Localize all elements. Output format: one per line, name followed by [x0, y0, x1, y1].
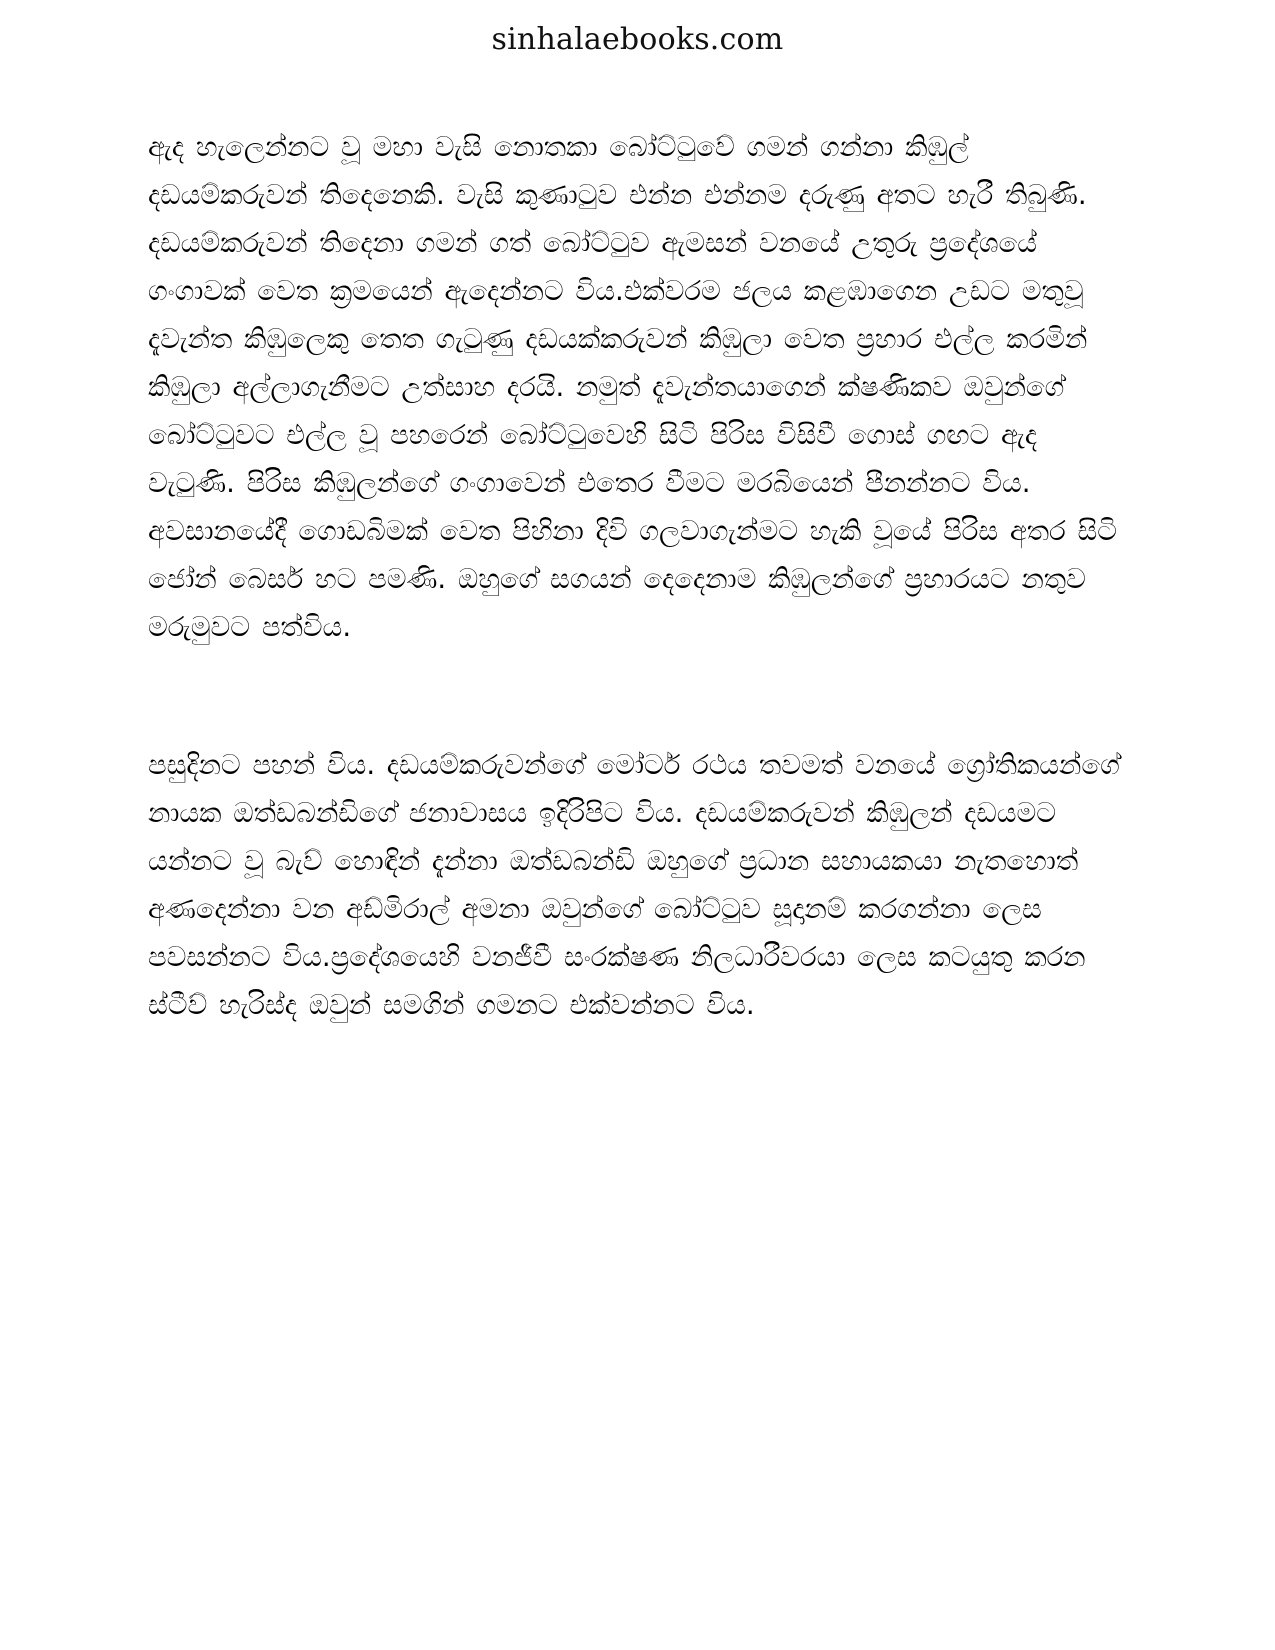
- paragraph: ඇද හැලෙන්නට වූ මහා වැසි නොතකා බෝට්ටුවේ ගමන් ගන්නා කිඹුල් දඩයම්කරුවන් තිදෙනෙකි. වැසි කුණාටුව එන්න එන්නම දරුණු අතට හැරී තිබුණි. දඩයම්කරුවන් තිදෙනා ගමන් ගත් බෝට්ටුව ඇමසන් වනයේ උතුරු ප්‍රදේශයේ ගංගාවක් වෙත ක්‍රමයෙන් ඇදෙන්නට විය.එක්වරම ජලය කළඹාගෙන උඩට මතුවූ දැවැන්ත කිඹුලෙකු තෙත ගැටුණු දඩයක්කරුවන් කිඹුලා වෙත ප්‍රහාර එල්ල කරමින් කිඹුලා අල්ලාගැනීමට උත්සාහ දරයි. නමුත් දැවැන්තයාගෙන් ක්ෂණිකව ඔවුන්ගේ බෝට්ටුවට එල්ල වූ පහරෙන් බෝට්ටුවෙහි සිටි පිරිස විසිවී ගොස් ගඟට ඇද වැටුණි. පිරිස කිඹුලන්ගේ ගංගාවෙන් එතෙර වීමට මරබියෙන් පීනන්නට විය. අවසානයේදී ගොඩබිමක් වෙත පිහිනා දිවි ගලවාගැන්මට හැකි වූයේ පිරිස අතර සිටි ජෝන් බෙසර් හට පමණි. ඔහුගේ සගයන් දෙදෙනාම කිඹුලන්ගේ ප්‍රහාරයට නතුව මරුමුවට පත්විය.: [148, 131, 1118, 643]
- site-title: sinhalaebooks.com: [491, 22, 784, 57]
- paragraph: පසුදිනට පහන් විය. දඩයම්කරුවන්ගේ මෝටර් රථය තවමත් වනයේ ග්‍රෝතිකයන්ගේ නායක ඔත්ඩබන්ඩිගේ ජනාවාසය ඉදිරිපිට විය. දඩයම්කරුවන් කිඹුලන් දඩයමට යන්නට වූ බැව් හොඳින් දැන්නා ඔත්ඩබන්ඩි ඔහුගේ ප්‍රධාන සහායකයා නැතහොත් අණදෙන්නා වන අඩ්මිරාල් අමනා ඔවුන්ගේ බෝට්ටුව සූදානම් කරගන්නා ලෙස පවසන්නට විය.ප්‍රදේශයෙහි වනජීවී සංරක්ෂණ නිලධාරීවරයා ලෙස කටයුතු කරන ස්ටීව් හැරිස්ද ඔවුන් සමගින් ගමනට එක්වන්නට විය.: [148, 749, 1120, 1021]
- document-body: [0, 123, 1275, 1029]
